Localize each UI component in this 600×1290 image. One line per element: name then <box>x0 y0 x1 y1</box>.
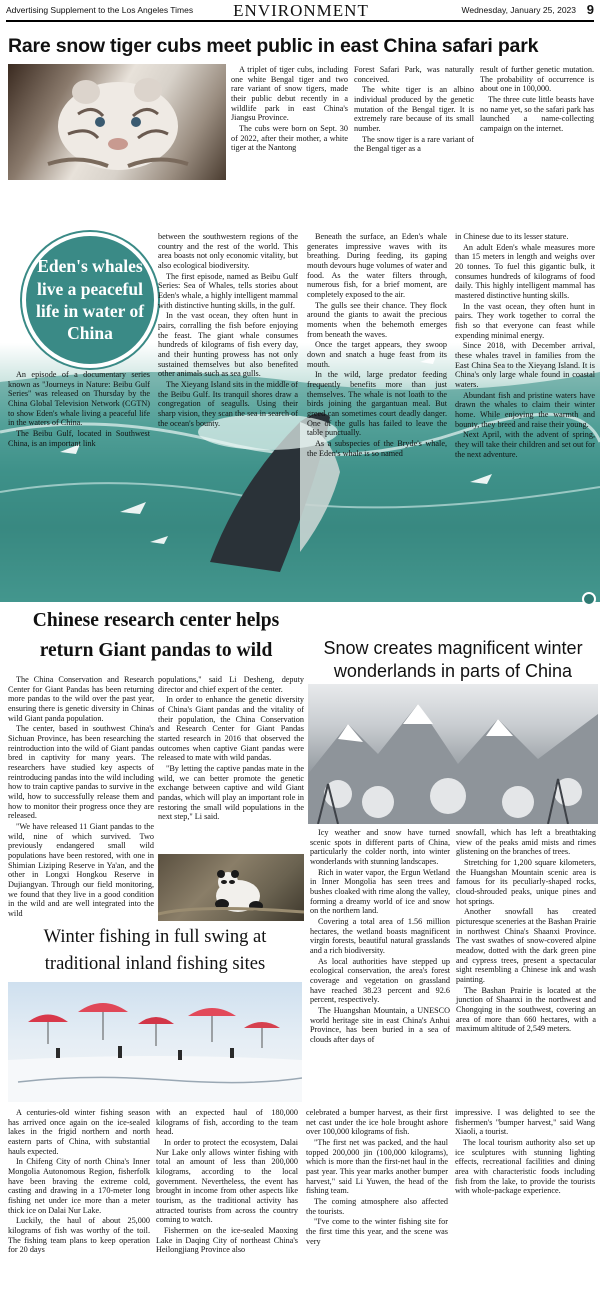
whale-column-2 <box>158 232 298 429</box>
paragraph: The coming atmosphere also affected the tourists. <box>306 1197 448 1216</box>
tiger-cub-illustration <box>8 64 226 180</box>
paragraph: Icy weather and snow have turned scenic spots in different parts of China, particularly the colder north, into winter wonderlands with stunning landscapes. <box>310 828 450 867</box>
panda-headline: Chinese research center helps return Giant pandas to wild <box>32 610 280 662</box>
paragraph: Once the target appears, they swoop down and snatch a huge feast from its mouth. <box>307 340 447 369</box>
paragraph: Forest Safari Park, was naturally conceived. <box>354 65 474 84</box>
paragraph: The Huangshan Mountain, a UNESCO world heritage site in east China's Anhui Province, has been buried in a sea of clouds after days of <box>310 1006 450 1045</box>
tiger-headline: Rare snow tiger cubs meet public in east China safari park <box>8 35 539 57</box>
paragraph: "The first net was packed, and the haul topped 200,000 jin (100,000 kilograms), which is more than the first-net haul in the past year. This year marks another bumper harvest," said Li Yuwen, the head of the fishing team. <box>306 1138 448 1196</box>
panda-photo <box>158 854 304 921</box>
whale-column-3 <box>307 232 447 459</box>
tiger-column-2 <box>354 65 474 155</box>
whale-section-end-icon <box>582 592 596 606</box>
fishing-headline: Winter fishing in full swing at traditional inland fishing sites <box>43 927 267 974</box>
paragraph: between the southwestern regions of the country and the rest of the world. This area boasts not only economic vitality, but also ecological biodiversity. <box>158 232 298 271</box>
paragraph: "I've come to the winter fishing site for the first time this year, and the scene was very <box>306 1217 448 1246</box>
fishing-photo <box>8 982 302 1102</box>
paragraph: Abundant fish and pristine waters have drawn the whales to claim their winter home. While enjoying the warmth and bounty, they breed and raise their young. <box>455 390 595 429</box>
paragraph: Covering a total area of 1.56 million hectares, the wetland boasts magnificent virgin forests, beautiful natural grasslands and a rich biodiversity. <box>310 917 450 956</box>
snow-column-1 <box>310 828 450 1046</box>
paragraph: In the vast ocean, they often hunt in pairs. They work together to corral the fish so that everyone can feast while expending minimal energy. <box>455 301 595 340</box>
paragraph: Since 2018, with December arrival, these whales travel in families from the East China Sea to the Xieyang Island. It is China's only large whale found in coastal waters. <box>455 341 595 390</box>
paragraph: The cubs were born on Sept. 30 of 2022, after their mother, a white tiger at the Nantong <box>231 124 348 153</box>
masthead-date: Wednesday, January 25, 2023 <box>461 5 576 15</box>
paragraph: Another snowfall has created picturesque sceneries at the Bashan Prairie in northwest China's Shaanxi Province. The vast swathes of snow-covered alpine meadow, dotted with the dark green pine and cypress trees, present a spectacular sight resembling a Chinese ink and wash painting. <box>456 907 596 985</box>
paragraph: The gulls see their chance. They flock around the giants to await the precious moments when the behemoth emerges from beneath the waves. <box>307 300 447 339</box>
paragraph: In the vast ocean, they often hunt in pairs, corralling the fish before enjoying the feast. The giant whale consumes hundreds of kilograms of fish every day, and their hunting prowess has not only sustained themselves but also benefited other animals such as sea gulls. <box>158 311 298 379</box>
paragraph: "By letting the captive pandas mate in the wild, we can better promote the genetic exchange between captive and wild Giant pandas, which will play an important role in restoring the small wild populations in the next step," Li said. <box>158 764 304 822</box>
paragraph: Luckily, the haul of about 25,000 kilograms of fish was worthy of the toil. The fishing team plans to keep operation for 20 days <box>8 1216 150 1255</box>
ice-fishing-illustration <box>8 982 302 1102</box>
fishing-column-1 <box>8 1108 150 1256</box>
tiger-column-3 <box>480 65 594 135</box>
masthead-rule <box>6 20 594 22</box>
paragraph: The Xieyang Island sits in the middle of the Beibu Gulf. Its tranquil shores draw a congregation of seagulls. Using their sharp vision, they scan the sea in search of the ocean's bounty. <box>158 380 298 428</box>
whale-column-4 <box>455 232 595 460</box>
paragraph: impressive. I was delighted to see the fishermen's "bumper harvest," said Wang Xiaoli, a tourist. <box>455 1108 595 1137</box>
section-title: ENVIRONMENT <box>233 1 369 20</box>
tiger-column-1 <box>231 65 348 154</box>
paragraph: result of further genetic mutation. The probability of occurrence is about one in 100,000. <box>480 65 594 94</box>
paragraph: Beneath the surface, an Eden's whale generates impressive waves with its breathing. During feeding, its gaping mouth devours huge volumes of water and food. As the water filters through, numerous fish, for a brief moment, are completely exposed to the air. <box>307 232 447 300</box>
paragraph: The Bashan Prairie is located at the junction of Shaanxi in the northwest and Chongqing in the southwest, covering an area of more than 660 hectares, with a maximum altitude of 2,549 meters. <box>456 985 596 1034</box>
whale-headline: Eden's whales live a peaceful life in water of China <box>35 256 145 344</box>
paragraph: As local authorities have stepped up ecological conservation, the area's forest coverage and vegetation on grassland have reached 38.23 percent and 92.6 percent, respectively. <box>310 956 450 1005</box>
whale-column-1 <box>8 370 150 449</box>
paragraph: The center, based in southwest China's Sichuan Province, has been researching the reintroduction into the wild of Giant pandas bred in captivity for many years. The researchers have studied key aspects of reintroducing pandas into the wild including how to train captive pandas to survive in the wild, how to successfully release them and how to monitor their progress once they are released. <box>8 724 154 821</box>
paragraph: The first episode, named as Beibu Gulf Series: Sea of Whales, tells stories about Eden's whale, a highly intelligent mammal with distinctive hunting skills, in the gulf. <box>158 271 298 310</box>
tiger-cub-photo <box>8 64 226 180</box>
panda-column-2 <box>158 675 304 823</box>
masthead-left: Advertising Supplement to the Los Angeles Times <box>6 5 194 15</box>
paragraph: Stretching for 1,200 square kilometers, the Huangshan Mountain scenic area is famous for its peculiarly-shaped rocks, cloud-shrouded peaks, unique pines and hot springs. <box>456 858 596 906</box>
snow-column-2 <box>456 828 596 1035</box>
paragraph: The white tiger is an albino individual produced by the genetic mutation of the Bengal tiger. It is extremely rare because of its small number. <box>354 85 474 134</box>
paragraph: in Chinese due to its lesser stature. <box>455 232 569 241</box>
snow-headline: Snow creates magnificent winter wonderlands in parts of China <box>323 638 583 682</box>
paragraph: The local tourism authority also set up ice sculptures with stunning lighting effects, recreational facilities and dining area with characteristic foods including fish from the lake, to provide the tourists with whole-package experience. <box>455 1138 595 1196</box>
fishing-column-2 <box>156 1108 298 1256</box>
paragraph: In Chifeng City of north China's Inner Mongolia Autonomous Region, fisherfolk have been braving the extreme cold, casting and drawing in a 170-meter long fishing net under ice more than a meter thick ice on Dalai Nur Lake. <box>8 1157 150 1215</box>
masthead <box>6 2 594 22</box>
panda-column-1 <box>8 675 154 920</box>
paragraph: with an expected haul of 180,000 kilograms of fish, according to the team head. <box>156 1108 298 1137</box>
paragraph: Rich in water vapor, the Ergun Wetland in Inner Mongolia has seen trees and bushes cloaked with rime along the valley, forming a dreamy world of ice and snow on the northern land. <box>310 867 450 916</box>
paragraph: A triplet of tiger cubs, including one white Bengal tiger and two rare variant of snow tigers, made their public debut recently in a wildlife park in east China's Jiangsu Province. <box>231 65 348 123</box>
paragraph: A centuries-old winter fishing season has arrived once again on the ice-sealed lakes in the frigid northern and north eastern parts of China, with substantial hauls expected. <box>8 1108 150 1156</box>
paragraph: The Beibu Gulf, located in Southwest China, is an important link <box>8 429 150 448</box>
fishing-column-4 <box>455 1108 595 1197</box>
paragraph: In order to protect the ecosystem, Dalai Nur Lake only allows winter fishing with total an amount of less than 200,000 kilograms, according to the local government. Nevertheless, the event has brought in income from other aspects like tourism, as the traditional activity has attracted tourists from across the country coming to watch. <box>156 1138 298 1225</box>
snowy-mountain-illustration <box>308 684 598 824</box>
umbrellas <box>28 1003 280 1048</box>
paragraph: As a subspecies of the Bryde's whale, the Eden's whale is so named <box>307 439 447 458</box>
paragraph: The China Conservation and Research Center for Giant Pandas has been returning more pandas to the wild over the past year, ensuring there is genetic diversity in Chinas wild Giant panda population. <box>8 675 154 723</box>
paragraph: An adult Eden's whale measures more than 15 meters in length and weighs over 20 tonnes. To fuel this gigantic bulk, it consumes hundreds of kilograms of food daily. This highly intelligent mammal has mastered distinctive hunting skills. <box>455 242 595 301</box>
paragraph: "We have released 11 Giant pandas to the wild, nine of which survived. Two previously endangered small wild populations have been restored, with one in Shimian Liziping Reserve in Ya'an, and the other in Longxi Hongkou Reserve in Dujiangyan. Through our field monitoring, we found that they live in a good condition in the wild and are well integrated into the wild <box>8 822 154 919</box>
whale-headline-circle <box>22 232 158 368</box>
snow-landscape-photo <box>308 684 598 824</box>
paragraph: The three cute little beasts have no name yet, so the safari park has launched a name-collecting campaign on the internet. <box>480 95 594 134</box>
paragraph: populations," said Li Desheng, deputy director and chief expert of the center. <box>158 675 304 694</box>
fishing-column-3 <box>306 1108 448 1247</box>
paragraph: The snow tiger is a rare variant of the Bengal tiger as a <box>354 134 474 154</box>
paragraph: An episode of a documentary series known as "Journeys in Nature: Beibu Gulf Series" was released on Thursday by the China Global Television Network (CGTN) to show Eden's whale living a peaceful life in the waters of China. <box>8 370 150 428</box>
paragraph: snowfall, which has left a breathtaking view of the peaks amid mists and rimes glistening on the branches of trees. <box>456 828 596 857</box>
panda-illustration <box>158 854 304 921</box>
paragraph: Next April, with the advent of spring, they will take their children and set out for the next adventure. <box>455 430 595 459</box>
paragraph: Fishermen on the ice-sealed Maoxing Lake in Daqing City of northeast China's Heilongjiang Province also <box>156 1226 298 1255</box>
paragraph: In order to enhance the genetic diversity of China's Giant pandas and the vitality of their population, the China Conservation and Research Center for Giant Pandas started research in 2016 that observed the outcomes when captive Giant pandas were released to mate with wild pandas. <box>158 695 304 763</box>
page-number: 9 <box>586 2 594 17</box>
paragraph: In the wild, large predator feeding frequently benefits more than just themselves. The whale is not loath to the birds joining the gargantuan meal. But greed can sometimes court deadly danger. One of the gulls has failed to leave the table punctually. <box>307 370 447 438</box>
paragraph: celebrated a bumper harvest, as their first net cast under the ice hole brought ashore over 100,000 kilograms of fish. <box>306 1108 448 1137</box>
